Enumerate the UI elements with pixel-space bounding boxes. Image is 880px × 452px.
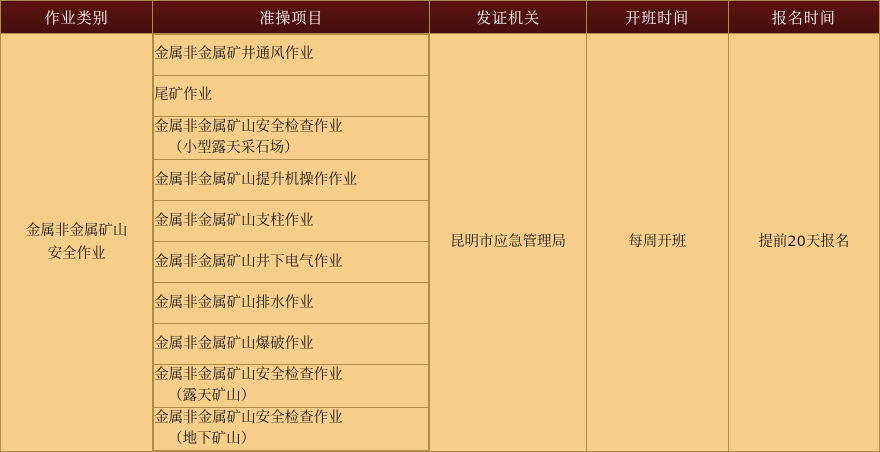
list-item [154,283,429,324]
list-item [154,76,429,117]
item-line-2: （露天矿山） [168,388,256,405]
item-line-1: 金属非金属矿山安全检查作业 [154,367,343,384]
list-item [154,201,429,242]
item-line-1: 金属非金属矿山提升机操作作业 [154,171,358,188]
table-row [1,34,880,452]
cell-items [153,34,430,452]
cell-class-time: 每周开班 [586,34,728,452]
list-item [154,242,429,283]
item-cell [154,117,429,160]
header-cell-signup-time: 报名时间 [728,1,879,34]
list-item [154,160,429,201]
item-line-1: 金属非金属矿井通风作业 [154,46,314,63]
category-line-2: 安全作业 [47,245,106,262]
item-line-1: 金属非金属矿山排水作业 [154,294,314,311]
item-cell [154,283,429,324]
item-line-1: 尾矿作业 [154,87,213,104]
header-cell-authority: 发证机关 [430,1,586,34]
item-line-1: 金属非金属矿山安全检查作业 [154,410,343,427]
item-line-1: 金属非金属矿山爆破作业 [154,335,314,352]
list-item [154,35,429,76]
item-line-1: 金属非金属矿山支柱作业 [154,212,314,229]
header-cell-category: 作业类别 [1,1,153,34]
item-line-1: 金属非金属矿山安全检查作业 [154,119,343,135]
list-item [154,324,429,365]
item-line-1: 金属非金属矿山井下电气作业 [154,253,343,270]
cell-authority: 昆明市应急管理局 [430,34,586,452]
item-cell [154,76,429,117]
cell-signup-time: 提前20天报名 [728,34,879,452]
table-header [1,1,880,34]
item-cell [154,242,429,283]
item-line-2: （地下矿山） [168,431,256,448]
table-body [1,34,880,452]
header-cell-items: 准操项目 [153,1,430,34]
item-cell [154,35,429,76]
list-item [154,408,429,451]
item-cell [154,160,429,201]
item-cell [154,201,429,242]
item-cell [154,408,429,451]
header-cell-class-time: 开班时间 [586,1,728,34]
list-item [154,365,429,408]
cell-category [1,34,153,452]
category-line-1: 金属非金属矿山 [25,223,128,240]
item-line-2: （小型露天采石场） [168,140,299,157]
item-cell [154,365,429,408]
items-list [153,34,429,451]
header-row [1,1,880,34]
item-cell [154,324,429,365]
list-item [154,117,429,160]
